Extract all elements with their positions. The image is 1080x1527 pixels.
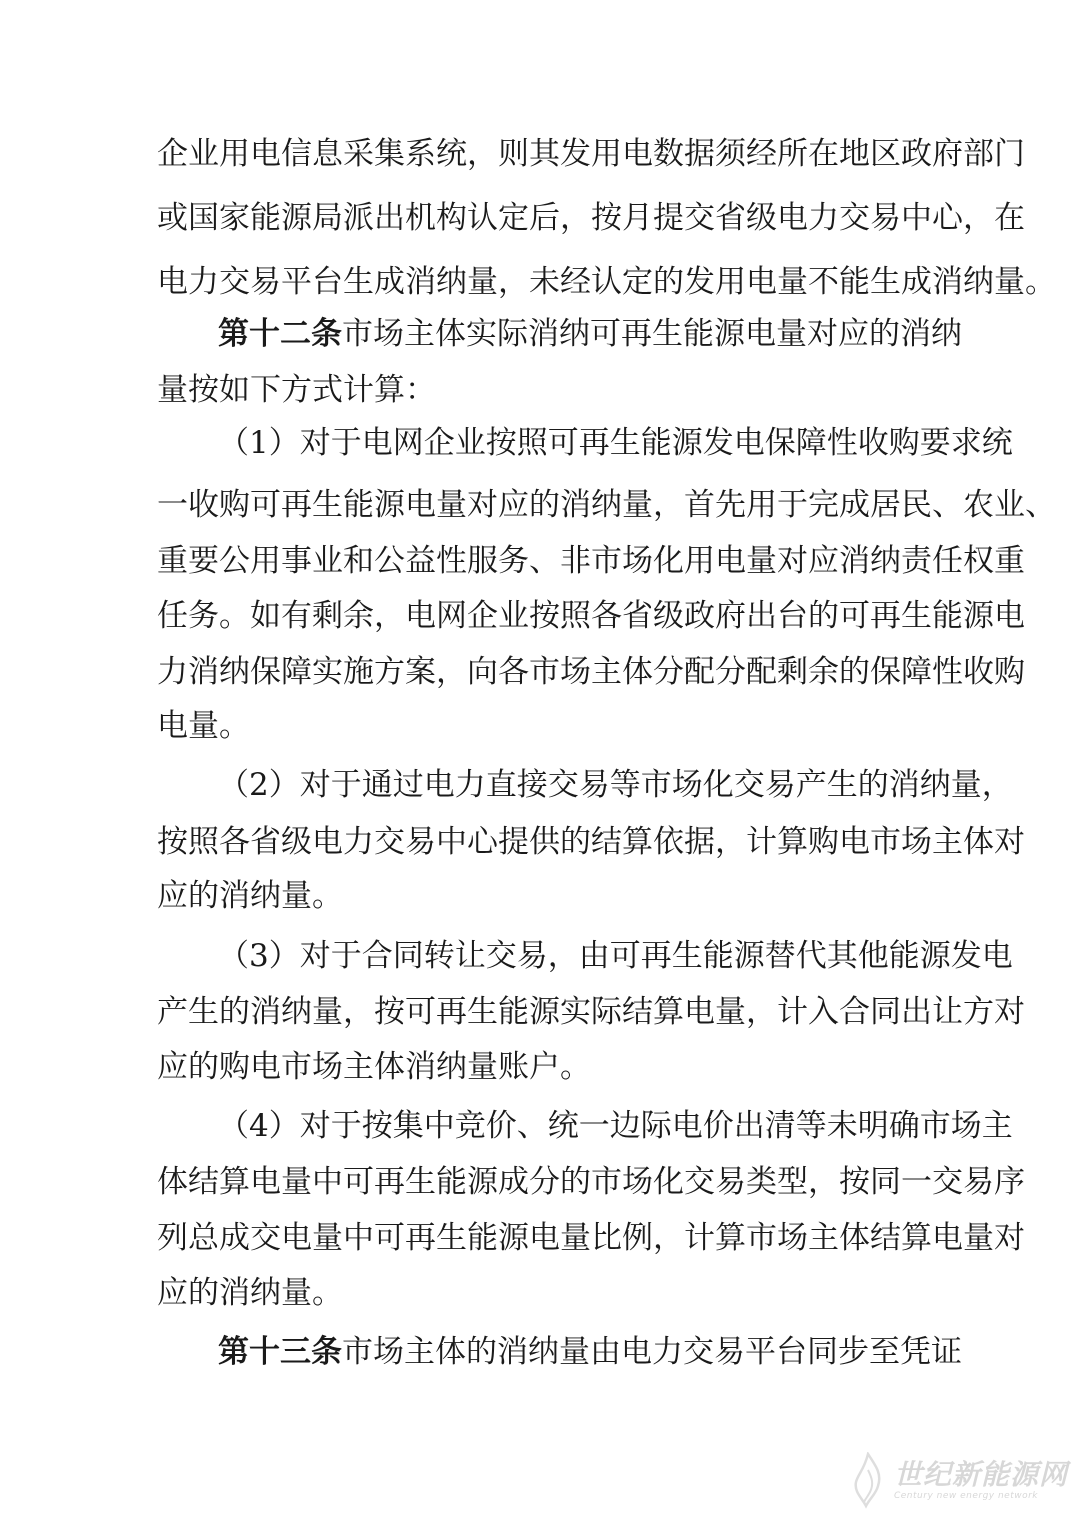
text-line: 或国家能源局派出机构认定后，按月提交省级电力交易中心，在 [157, 200, 1025, 236]
text-line: 应的购电市场主体消纳量账户。 [157, 1049, 591, 1085]
text-line: 重要公用事业和公益性服务、非市场化用电量对应消纳责任权重 [157, 543, 1025, 579]
item-3-line: （3）对于合同转让交易，由可再生能源替代其他能源发电 [218, 938, 1013, 974]
text-line: 产生的消纳量，按可再生能源实际结算电量，计入合同出让方对 [157, 994, 1025, 1030]
text-line: 力消纳保障实施方案，向各市场主体分配分配剩余的保障性收购 [157, 654, 1025, 690]
watermark-en: Century new energy network [893, 1491, 1039, 1501]
item-2-line: （2）对于通过电力直接交易等市场化交易产生的消纳量， [218, 767, 1013, 803]
text-line: 应的消纳量。 [157, 1275, 343, 1311]
text-line: 电量。 [157, 708, 250, 744]
watermark-text [894, 1460, 1068, 1502]
text-line: 按照各省级电力交易中心提供的结算依据，计算购电市场主体对 [157, 824, 1025, 860]
text-line: 列总成交电量中可再生能源电量比例，计算市场主体结算电量对 [157, 1220, 1025, 1256]
text-line: 任务。如有剩余，电网企业按照各省级政府出台的可再生能源电 [157, 598, 1025, 634]
item-1-line: （1）对于电网企业按照可再生能源发电保障性收购要求统 [218, 425, 1013, 461]
article-12-heading: 第十二条 [218, 316, 342, 352]
text-line: 应的消纳量。 [157, 878, 343, 914]
watermark [848, 1449, 1068, 1513]
text-line: 一收购可再生能源电量对应的消纳量，首先用于完成居民、农业、 [157, 487, 1056, 523]
article-13-line [218, 1332, 962, 1372]
article-13-heading: 第十三条 [218, 1334, 342, 1370]
text-line: 量按如下方式计算： [157, 372, 436, 408]
flame-logo-icon [848, 1452, 888, 1510]
watermark-cn: 世纪新能源网 [893, 1458, 1068, 1491]
article-13-line1-text: 市场主体的消纳量由电力交易平台同步至凭证 [342, 1334, 962, 1370]
article-12-line1-text: 市场主体实际消纳可再生能源电量对应的消纳 [342, 316, 962, 352]
text-line: 企业用电信息采集系统，则其发用电数据须经所在地区政府部门 [157, 136, 1025, 172]
text-line: 电力交易平台生成消纳量，未经认定的发用电量不能生成消纳量。 [157, 264, 1056, 300]
text-line: 体结算电量中可再生能源成分的市场化交易类型，按同一交易序 [157, 1164, 1025, 1200]
article-12-line [218, 314, 962, 354]
item-4-line: （4）对于按集中竞价、统一边际电价出清等未明确市场主 [218, 1108, 1013, 1144]
